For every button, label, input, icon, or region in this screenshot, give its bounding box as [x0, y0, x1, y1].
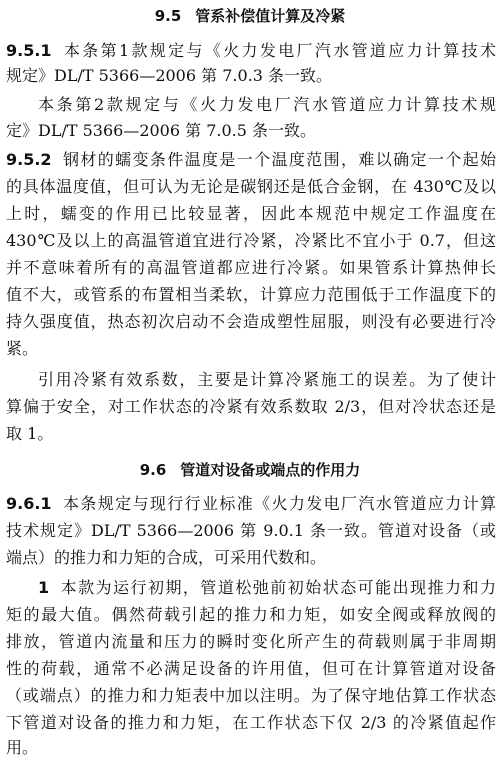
line-text: 矩的最大值。偶然荷载引起的推力和力矩，如安全阀或释放阀的 — [6, 605, 496, 624]
line-text: 的具体温度值，但可认为无论是碳钢还是低合金钢，在 430℃及以 — [6, 177, 496, 196]
paragraph-line — [38, 369, 496, 391]
section-heading-9-6 — [0, 460, 500, 480]
clause-number: 9.5.2 — [6, 150, 52, 169]
paragraph-line — [6, 685, 496, 707]
line-text: 值不大，或管系的布置相当柔软，计算应力范围低于工作温度下的 — [6, 285, 496, 304]
clause-number: 9.6.1 — [6, 494, 52, 513]
line-text: 本条第2款规定与《火力发电厂汽水管道应力计算技术规 — [38, 95, 496, 114]
paragraph-line — [6, 284, 496, 306]
paragraph-line — [6, 493, 496, 515]
line-text: 技术规定》DL/T 5366—2006 第 9.0.1 条一致。管道对设备（或 — [6, 521, 496, 540]
paragraph-line — [6, 176, 496, 198]
line-text: 本条第1款规定与《火力发电厂汽水管道应力计算技术 — [61, 41, 496, 60]
line-text: 引用冷紧有效系数，主要是计算冷紧施工的误差。为了使计 — [38, 370, 496, 389]
line-text: 上时，蠕变的作用已比较显著，因此本规范中规定工作温度在 — [6, 204, 496, 223]
paragraph-line — [6, 120, 496, 142]
paragraph-line — [6, 423, 496, 445]
paragraph-line — [6, 257, 496, 279]
line-text: 本条规定与现行行业标准《火力发电厂汽水管道应力计算 — [61, 494, 496, 513]
paragraph-line — [6, 338, 496, 360]
paragraph-line — [6, 149, 496, 171]
line-text: 排放，管道内流量和压力的瞬时变化所产生的荷载则属于非周期 — [6, 632, 496, 651]
paragraph-line — [6, 712, 496, 734]
line-text: 规定》DL/T 5366—2006 第 7.0.3 条一致。 — [6, 66, 333, 85]
line-text: 算偏于安全，对工作状态的冷紧有效系数取 2/3，但对冷状态还是 — [6, 397, 496, 416]
section-number: 9.6 — [139, 461, 167, 479]
paragraph-line — [6, 230, 496, 252]
line-text: 430℃及以上的高温管道宜进行冷紧，冷紧比不宜小于 0.7，但这 — [6, 231, 496, 250]
paragraph-line — [6, 658, 496, 680]
line-text: 钢材的蠕变条件温度是一个温度范围，难以确定一个起始 — [61, 150, 496, 169]
section-number: 9.5 — [154, 7, 182, 25]
paragraph-line — [38, 577, 496, 599]
paragraph-line — [38, 94, 496, 116]
line-text: （或端点）的推力和力矩表中加以注明。为了保守地估算工作状态 — [6, 686, 496, 705]
paragraph-line — [6, 65, 496, 87]
paragraph-line — [6, 396, 496, 418]
paragraph-line — [6, 604, 496, 626]
line-text: 端点）的推力和力矩的合成，可采用代数和。 — [6, 548, 327, 567]
section-title: 管道对设备或端点的作用力 — [180, 461, 361, 479]
line-text: 下管道对设备的推力和力矩，在工作状态下仅 2/3 的冷紧值起作 — [6, 713, 496, 732]
paragraph-line — [6, 737, 496, 759]
line-text: 紧。 — [6, 339, 39, 358]
clause-number: 9.5.1 — [6, 41, 52, 60]
line-text: 并不意味着所有的高温管道都应进行冷紧。如果管系计算热伸长 — [6, 258, 496, 277]
paragraph-line — [6, 520, 496, 542]
paragraph-line — [6, 40, 496, 62]
section-heading-9-5 — [0, 6, 500, 26]
item-number: 1 — [38, 578, 50, 597]
line-text: 性的荷载，通常不必满足设备的许用值，但可在计算管道对设备 — [6, 659, 496, 678]
line-text: 定》DL/T 5366—2006 第 7.0.5 条一致。 — [6, 121, 317, 140]
line-text: 持久强度值，热态初次启动不会造成塑性屈服，则没有必要进行冷 — [6, 312, 496, 331]
section-title: 管系补偿值计算及冷紧 — [195, 7, 346, 25]
paragraph-line — [6, 631, 496, 653]
line-text: 用。 — [6, 738, 39, 757]
line-text: 本款为运行初期，管道松弛前初始状态可能出现推力和力 — [59, 578, 496, 597]
paragraph-line — [6, 203, 496, 225]
paragraph-line — [6, 547, 496, 569]
paragraph-line — [6, 311, 496, 333]
line-text: 取 1。 — [6, 424, 54, 443]
